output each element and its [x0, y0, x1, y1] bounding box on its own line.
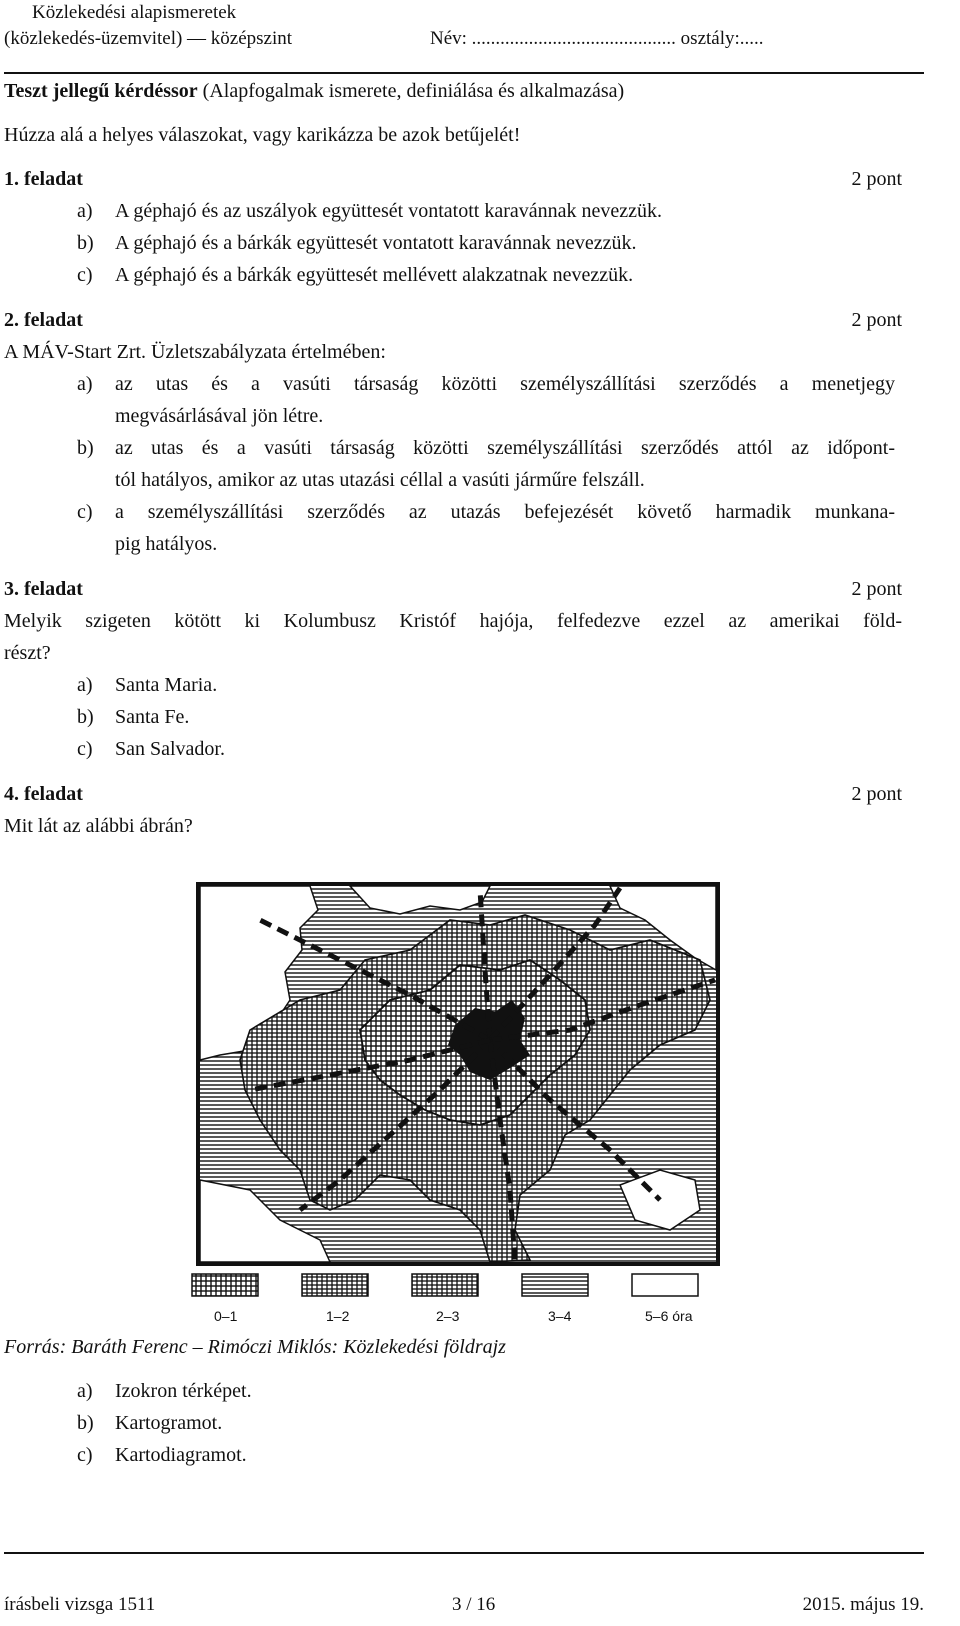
legend-swatch-5-6	[632, 1274, 698, 1296]
task-2-question: A MÁV-Start Zrt. Üzletszabályzata értelmében:	[4, 341, 386, 363]
task-1-points: 2 pont	[851, 168, 902, 190]
footer-exam-code: írásbeli vizsga 1511	[4, 1594, 156, 1615]
legend-label-1-2: 1–2	[326, 1308, 350, 1324]
legend-swatch-2-3	[412, 1274, 478, 1296]
task-3-question-line1: Melyik szigeten kötött ki Kolumbusz Kristóf hajója, felfedezve ezzel az amerikai föld-	[4, 610, 902, 632]
task-4-option-c-letter[interactable]: c)	[77, 1444, 93, 1466]
task-1-option-a-letter[interactable]: a)	[77, 200, 93, 222]
task-2-option-a-line2[interactable]: megvásárlásával jön létre.	[115, 405, 324, 427]
legend-swatch-3-4	[522, 1274, 588, 1296]
task-3-option-a[interactable]: Santa Maria.	[115, 674, 218, 696]
task-3-option-c[interactable]: San Salvador.	[115, 738, 225, 760]
legend-label-2-3: 2–3	[436, 1308, 460, 1324]
task-4-option-b-letter[interactable]: b)	[77, 1412, 94, 1434]
task-1-option-b[interactable]: A géphajó és a bárkák együttesét vontatott karavánnak nevezzük.	[115, 232, 637, 254]
header-subject-line2: (közlekedés-üzemvitel) — középszint	[4, 28, 293, 49]
task-3-option-c-letter[interactable]: c)	[77, 738, 93, 760]
section-instruction: Húzza alá a helyes válaszokat, vagy karikázza be azok betűjelét!	[4, 124, 521, 146]
task-1-title: 1. feladat	[4, 168, 83, 190]
figure-source: Forrás: Baráth Ferenc – Rimóczi Miklós: Közlekedési földrajz	[4, 1336, 506, 1358]
legend-swatch-0-1	[192, 1274, 258, 1296]
task-3-question-line2: részt?	[4, 642, 51, 664]
task-2-title: 2. feladat	[4, 309, 83, 331]
task-2-option-c-letter[interactable]: c)	[77, 501, 93, 523]
task-4-title: 4. feladat	[4, 783, 83, 805]
footer-page-number: 3 / 16	[452, 1594, 496, 1615]
task-1-option-c[interactable]: A géphajó és a bárkák együttesét mellévett alakzatnak nevezzük.	[115, 264, 634, 286]
task-4-question: Mit lát az alábbi ábrán?	[4, 815, 193, 837]
map-legend	[192, 1274, 698, 1296]
isochrone-map	[190, 880, 730, 1300]
task-3-option-b-letter[interactable]: b)	[77, 706, 94, 728]
task-4-option-b[interactable]: Kartogramot.	[115, 1412, 223, 1434]
task-4-points: 2 pont	[851, 783, 902, 805]
task-2-option-c-line2[interactable]: pig hatályos.	[115, 533, 218, 555]
task-4-option-c[interactable]: Kartodiagramot.	[115, 1444, 247, 1466]
task-4-option-a[interactable]: Izokron térképet.	[115, 1380, 252, 1402]
header-name-field: Név: ........................................... osztály:.....	[430, 28, 764, 49]
legend-swatch-1-2	[302, 1274, 368, 1296]
task-2-option-a-letter[interactable]: a)	[77, 373, 93, 395]
task-3-option-b[interactable]: Santa Fe.	[115, 706, 190, 728]
task-2-option-a-line1[interactable]: az utas és a vasúti társaság közötti személyszállítási szerződés a menetjegy	[115, 373, 895, 395]
task-3-title: 3. feladat	[4, 578, 83, 600]
task-2-points: 2 pont	[851, 309, 902, 331]
task-2-option-b-letter[interactable]: b)	[77, 437, 94, 459]
section-title-bold: Teszt jellegű kérdéssor	[4, 80, 198, 102]
section-title-rest: (Alapfogalmak ismerete, definiálása és alkalmazása)	[197, 80, 625, 102]
legend-label-5-6: 5–6 óra	[645, 1308, 693, 1324]
task-3-points: 2 pont	[851, 578, 902, 600]
task-2-option-c-line1[interactable]: a személyszállítási szerződés az utazás befejezését követő harmadik munkana-	[115, 501, 895, 523]
task-4-option-a-letter[interactable]: a)	[77, 1380, 93, 1402]
header-divider	[4, 72, 924, 74]
legend-label-3-4: 3–4	[548, 1308, 572, 1324]
task-1-option-a[interactable]: A géphajó és az uszályok együttesét vontatott karavánnak nevezzük.	[115, 200, 663, 222]
header-subject-line1: Közlekedési alapismeretek	[32, 2, 237, 23]
section-title	[4, 80, 624, 103]
legend-label-0-1: 0–1	[214, 1308, 238, 1324]
task-1-option-b-letter[interactable]: b)	[77, 232, 94, 254]
task-3-option-a-letter[interactable]: a)	[77, 674, 93, 696]
task-2-option-b-line2[interactable]: tól hatályos, amikor az utas utazási céllal a vasúti járműre felszáll.	[115, 469, 645, 491]
footer-date: 2015. május 19.	[802, 1594, 924, 1615]
task-2-option-b-line1[interactable]: az utas és a vasúti társaság közötti személyszállítási szerződés attól az időpont-	[115, 437, 895, 459]
task-1-option-c-letter[interactable]: c)	[77, 264, 93, 286]
footer-divider	[4, 1552, 924, 1554]
